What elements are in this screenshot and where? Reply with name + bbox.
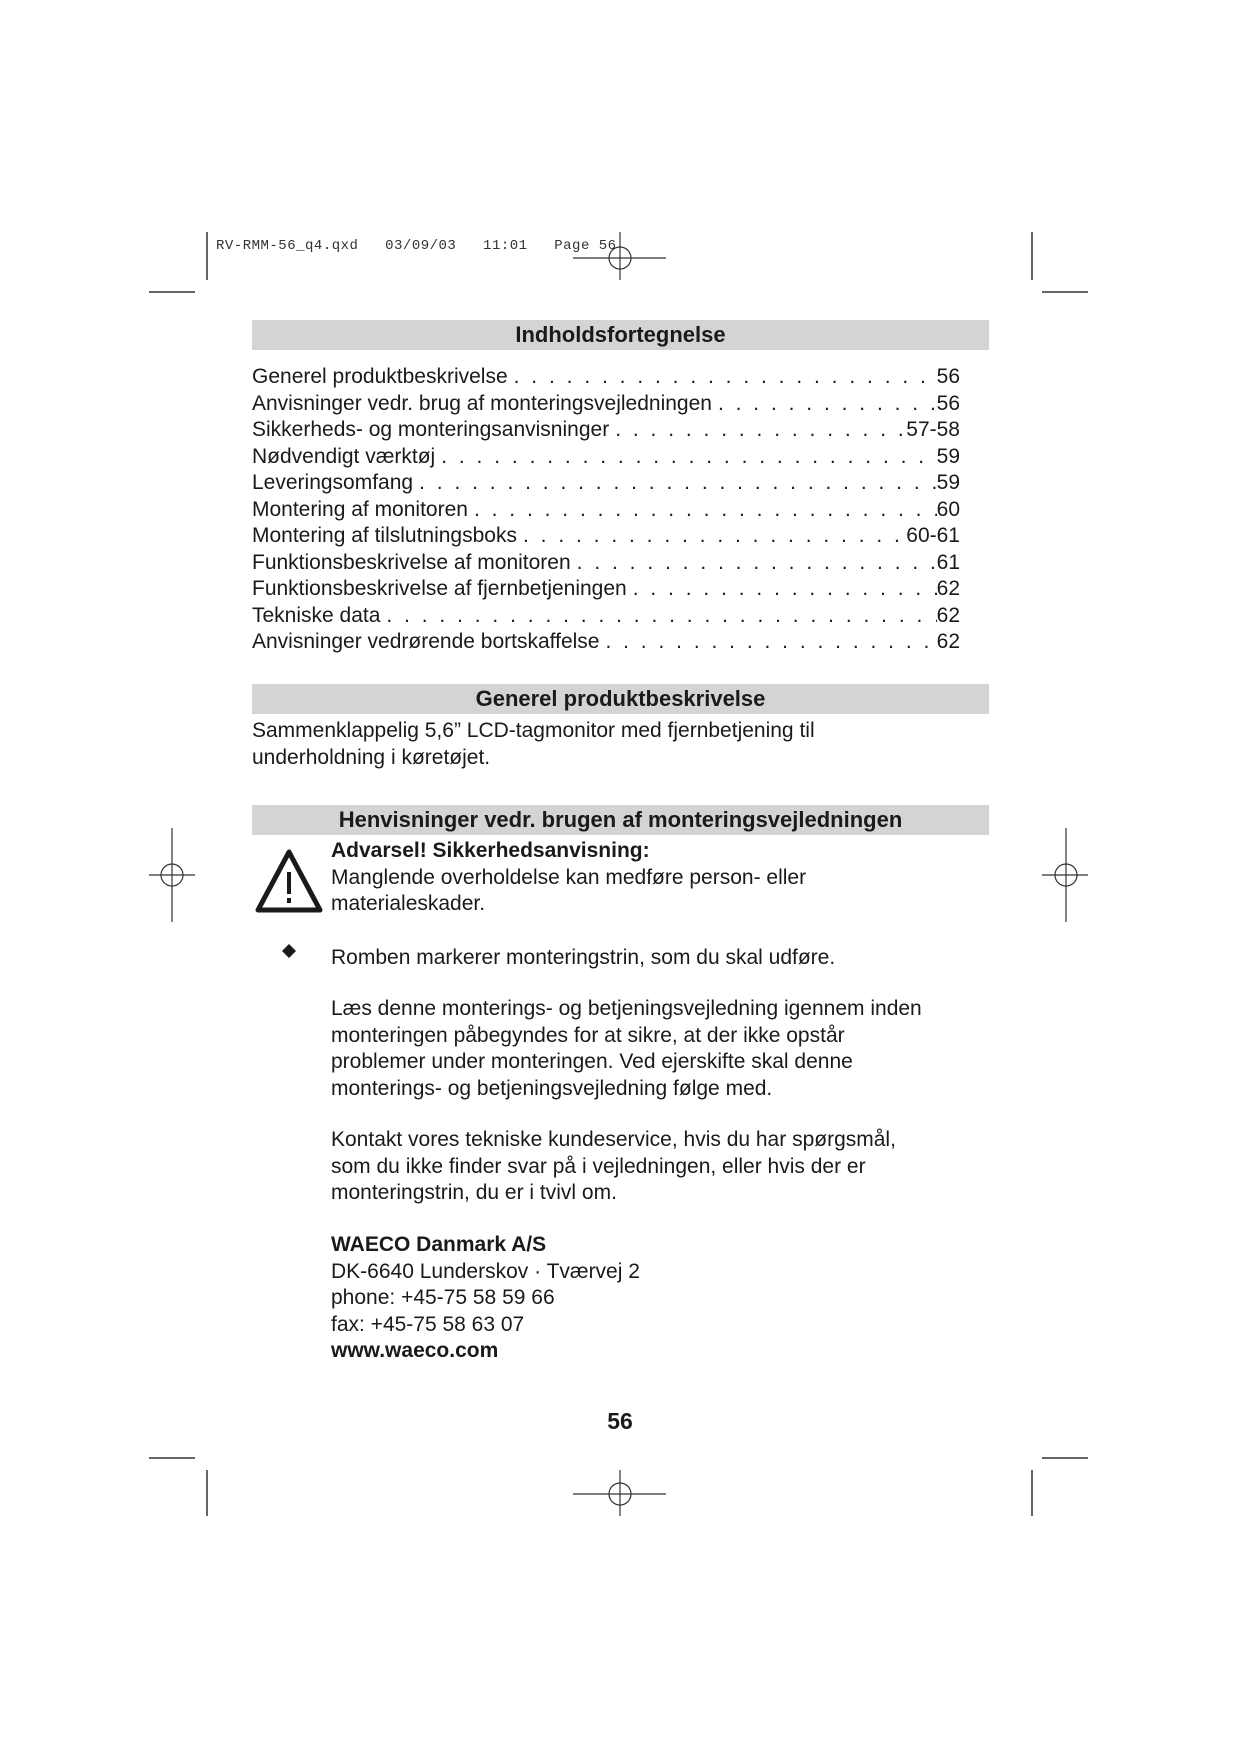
registration-mark-bottom bbox=[573, 1470, 666, 1516]
toc-heading: Indholdsfortegnelse bbox=[252, 320, 989, 350]
toc-entry[interactable] bbox=[252, 444, 960, 471]
text-line: Sammenklappelig 5,6” LCD-tagmonitor med fjernbetjening til bbox=[252, 719, 815, 742]
toc-entry-page: 60-61 bbox=[906, 524, 960, 547]
toc-entry[interactable] bbox=[252, 550, 960, 577]
toc-leader-dots bbox=[413, 470, 937, 497]
company-name: WAECO Danmark A/S bbox=[331, 1233, 547, 1256]
toc-entry[interactable] bbox=[252, 417, 960, 444]
text-line: monteringstrin, du er i tvivl om. bbox=[331, 1181, 617, 1204]
toc-entry-title: Funktionsbeskrivelse af monitoren bbox=[252, 550, 571, 574]
toc-entry[interactable] bbox=[252, 629, 960, 656]
warning-triangle-icon bbox=[254, 848, 324, 914]
phone-number: phone: +45-75 58 59 66 bbox=[331, 1286, 555, 1309]
registration-mark-left bbox=[149, 828, 195, 922]
toc-entry[interactable] bbox=[252, 603, 960, 630]
section-heading-product: Generel produktbeskrivelse bbox=[252, 684, 989, 714]
text-line: monteringen påbegyndes for at sikre, at der ikke opstår bbox=[331, 1023, 845, 1047]
toc-leader-dots bbox=[380, 603, 936, 630]
toc-entry-title: Nødvendigt værktøj bbox=[252, 444, 436, 468]
toc-entry-page: 56 bbox=[936, 391, 960, 415]
warning-title: Advarsel! Sikkerhedsanvisning: bbox=[331, 839, 650, 862]
text-line: problemer under monteringen. Ved ejerskifte skal denne bbox=[331, 1050, 853, 1073]
toc-entry-page: 62 bbox=[936, 577, 960, 600]
paragraph-read-manual bbox=[331, 996, 922, 1102]
text-line: Manglende overholdelse kan medføre person- eller bbox=[331, 865, 807, 889]
toc-entry-title: Sikkerheds- og monteringsanvisninger bbox=[252, 418, 610, 441]
toc-leader-dots bbox=[627, 576, 937, 603]
product-description bbox=[252, 718, 815, 771]
toc-entry-title: Tekniske data bbox=[252, 603, 381, 627]
toc-entry-title: Generel produktbeskrivelse bbox=[252, 365, 508, 388]
street-address: DK-6640 Lunderskov · Tværvej 2 bbox=[331, 1259, 640, 1283]
toc-entry-title: Funktionsbeskrivelse af fjernbetjeningen bbox=[252, 577, 627, 600]
toc-entry-page: 62 bbox=[936, 603, 960, 627]
contact-address bbox=[331, 1232, 640, 1365]
toc-entry-title: Montering af tilslutningsboks bbox=[252, 524, 517, 547]
toc-entry[interactable] bbox=[252, 523, 960, 550]
toc-entry-page: 57-58 bbox=[906, 418, 960, 441]
fax-number: fax: +45-75 58 63 07 bbox=[331, 1312, 525, 1336]
toc-leader-dots bbox=[468, 497, 937, 524]
toc-entry-page: 59 bbox=[936, 444, 960, 468]
warning-block bbox=[331, 838, 806, 918]
toc-entry-title: Montering af monitoren bbox=[252, 497, 468, 521]
registration-mark-right bbox=[1042, 828, 1088, 922]
file-slug: RV-RMM-56_q4.qxd 03/09/03 11:01 Page 56 bbox=[216, 238, 617, 254]
text-line: som du ikke finder svar på i vejledningen, eller hvis der er bbox=[331, 1154, 866, 1178]
toc-leader-dots bbox=[712, 391, 937, 418]
paragraph-contact bbox=[331, 1127, 896, 1207]
toc-entry-title: Anvisninger vedr. brug af monteringsvejledningen bbox=[252, 391, 712, 415]
toc-leader-dots bbox=[435, 444, 936, 471]
toc-leader-dots bbox=[517, 523, 906, 550]
toc-entry-title: Anvisninger vedrørende bortskaffelse bbox=[252, 630, 600, 653]
section-heading-instructions: Henvisninger vedr. brugen af monteringsvejledningen bbox=[252, 805, 989, 835]
toc-entry-page: 60 bbox=[936, 497, 960, 521]
text-line: monterings- og betjeningsvejledning følge med. bbox=[331, 1076, 773, 1100]
registration-mark-top bbox=[573, 232, 666, 280]
bullet-text: Romben markerer monteringstrin, som du skal udføre. bbox=[331, 946, 836, 969]
toc-entry[interactable] bbox=[252, 576, 960, 603]
page-number: 56 bbox=[607, 1408, 633, 1434]
toc-entry[interactable] bbox=[252, 497, 960, 524]
toc-entry-page: 62 bbox=[936, 630, 960, 653]
toc-leader-dots bbox=[571, 550, 937, 577]
table-of-contents bbox=[252, 364, 960, 656]
website-link[interactable]: www.waeco.com bbox=[331, 1339, 499, 1362]
toc-entry-page: 59 bbox=[936, 471, 960, 494]
diamond-bullet-icon bbox=[282, 944, 296, 958]
text-line: Læs denne monterings- og betjeningsvejledning igennem inden bbox=[331, 997, 922, 1020]
text-line: Kontakt vores tekniske kundeservice, hvis du har spørgsmål, bbox=[331, 1128, 896, 1151]
text-line: materialeskader. bbox=[331, 892, 486, 915]
toc-leader-dots bbox=[599, 629, 936, 656]
toc-entry[interactable] bbox=[252, 364, 960, 391]
toc-entry-page: 56 bbox=[936, 365, 960, 388]
toc-entry-page: 61 bbox=[936, 550, 960, 574]
toc-entry[interactable] bbox=[252, 470, 960, 497]
toc-entry-title: Leveringsomfang bbox=[252, 471, 414, 494]
toc-leader-dots bbox=[609, 417, 906, 444]
toc-leader-dots bbox=[508, 364, 937, 391]
text-line: underholdning i køretøjet. bbox=[252, 745, 491, 769]
toc-entry[interactable] bbox=[252, 391, 960, 418]
